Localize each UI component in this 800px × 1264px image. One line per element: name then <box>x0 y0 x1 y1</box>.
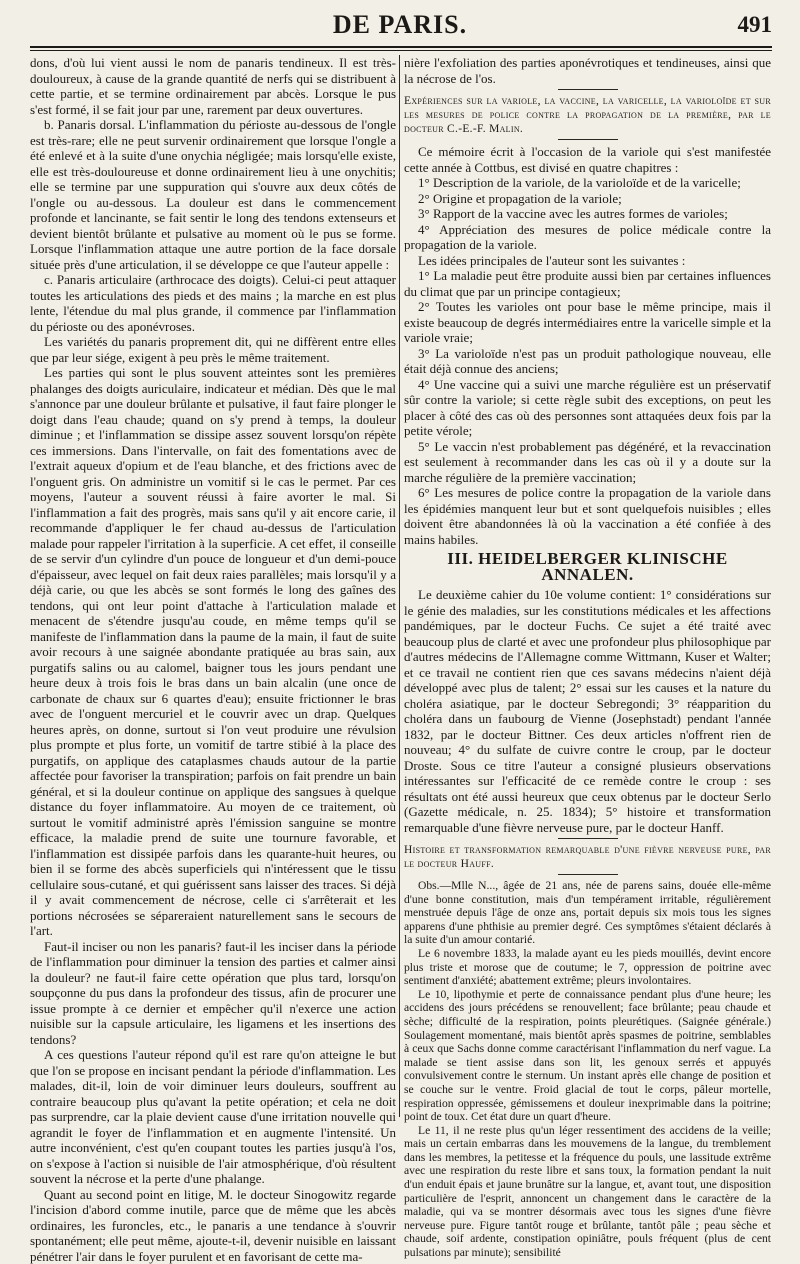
right-column <box>404 55 771 1117</box>
paragraph: Le 11, il ne reste plus qu'un léger ressentiment des accidens de la veille; mais un certain embarras dans les mouvemens de la langue, du tremblement dans les membres, la petitesse et la fréquence du pouls, une lassitude extrême avec une respiration du reste libre et sans toux, la formation pendant la nuit d'un enduit épais et jaune brunâtre sur la langue, et, avant tout, une disposition particulière de l'esprit, annoncent un changement dans le caractère de la maladie, qui va se montrer désormais avec tous les signes d'une fièvre nerveuse pure. Figure tantôt rouge et brûlante, tantôt pâle ; peau sèche et chaude, soif ardente, constipation opiniâtre, pouls fréquent (plus de cent pulsations par minute); sensibilité <box>404 1124 771 1260</box>
paragraph: Quant au second point en litige, M. le docteur Sinogowitz regarde l'incision d'abord comme inutile, parce que de même que les abcès ordinaires, les furoncles, etc., le panaris a une tendance à s'ouvrir spontanément; elle peut même, ajoute-t-il, devenir nuisible en laissant pénétrer l'air dans le foyer purulent et en favorisant de cette ma- <box>30 1187 396 1264</box>
list-item: 1° La maladie peut être produite aussi bien par certaines influences du climat que par un principe contagieux; <box>404 268 771 299</box>
list-item: 3° La varioloïde n'est pas un produit pathologique nouveau, elle était déjà connue des anciens; <box>404 346 771 377</box>
section-rule <box>558 89 618 90</box>
list-item: 2° Toutes les varioles ont pour base le même principe, mais il existe beaucoup de degrés intermédiaires entre la varicelle simple et la variole vraie; <box>404 299 771 346</box>
header-rule-thick <box>30 46 772 48</box>
header-rule-thin <box>30 50 772 51</box>
paragraph: dons, d'où lui vient aussi le nom de panaris tendineux. Il est très-douloureux, à cause de la grande quantité de nerfs qui se distribuent à cette partie, et se termine ordinairement par abcès. Lorsque le pus s'est formé, il se fait jour par une, rarement par deux ouvertures. <box>30 55 396 117</box>
list-item: 4° Une vaccine qui a suivi une marche régulière est un préservatif sûr contre la variole; si cette règle subit des exceptions, on peut les placer à côté des cas où des personnes sont attaquées deux fois par la petite vérole; <box>404 377 771 439</box>
list-item: 4° Appréciation des mesures de police médicale contre la propagation de la variole. <box>404 222 771 253</box>
paragraph: b. Panaris dorsal. L'inflammation du périoste au-dessous de l'ongle est très-rare; elle ne peut survenir ordinairement que lorsque l'ongle a été enlevé et à la suite d'une onychia négligée; mais lorsqu'elle existe, elle est très-douloureuse et donne ordinairement lieu à une onychitis; elle se termine par une suppuration qui s'ouvre aux deux côtés de l'ongle ou au-dessous. La douleur est dans le commencement profonde et lancinante, se fait sentir le long des tendons extenseurs et devient bientôt brûlante et pulsative au moment où le pus se forme. Lorsque l'inflammation attaque une autre portion de la face dorsale située près d'une articulation, il se développe ce que l'auteur appelle : <box>30 117 396 272</box>
paragraph: Les variétés du panaris proprement dit, qui ne diffèrent entre elles que par leur siége, exigent à peu près le même traitement. <box>30 334 396 365</box>
paragraph: c. Panaris articulaire (arthrocace des doigts). Celui-ci peut attaquer toutes les articulations des pieds et des mains ; la marche en est plus lente, l'étendue du mal plus grande, il commence par l'inflammation du périoste ou des aponévroses. <box>30 272 396 334</box>
list-item: 5° Le vaccin n'est probablement pas dégénéré, et la revaccination est seulement à recommander dans les cas où il y a doute sur la marche régulière de la première vaccination; <box>404 439 771 486</box>
paragraph: Les idées principales de l'auteur sont les suivantes : <box>404 253 771 269</box>
list-item: 3° Rapport de la vaccine avec les autres formes de varioles; <box>404 206 771 222</box>
paragraph: Le 6 novembre 1833, la malade ayant eu les pieds mouillés, devint encore plus triste et morose que de coutume; le 7, oppression de poitrine avec sentiment d'anxiété; abattement extrême; pleurs involontaires. <box>404 947 771 988</box>
section-title: III. HEIDELBERGER KLINISCHE ANNALEN. <box>404 551 771 582</box>
paragraph: Faut-il inciser ou non les panaris? faut-il les inciser dans la période de l'inflammation pour diminuer la tension des parties et calmer ainsi la douleur? ne faut-il faire cette opération que plus tard, lorsqu'on soupçonne du pus dans la profondeur des tissus, afin de procurer une issue prompte à ce dernier et empêcher qu'il n'exerce une action nuisible sur la capsule articulaire, les ligamens et les insertions des tendons? <box>30 939 396 1048</box>
paragraph: nière l'exfoliation des parties aponévrotiques et tendineuses, ainsi que la nécrose de l'os. <box>404 55 771 86</box>
paragraph: Le 10, lipothymie et perte de connaissance pendant plus d'une heure; les accidens des jours précédens se renouvellent; face brûlante; peau chaude et sèche; difficulté de la respiration, points pleurétiques. (Saignée générale.) Soulagement momentané, mais bientôt après spasmes de poitrine, semblables à ceux que Sachs donne comme caractérisant l'inflammation du nerf vague. La malade se tient assise dans son lit, les genoux serrés et appuyés convulsivement contre le sternum. Un instant après elle change de position et se couche sur le ventre. Froid glacial de tout le corps, pâleur mortelle, respiration oppressée, gémissemens et douleur inexprimable dans la poitrine; point de toux. Cet état dure un quart d'heure. <box>404 988 771 1124</box>
page-number: 491 <box>738 12 773 38</box>
paragraph: Obs.—Mlle N..., âgée de 21 ans, née de parens sains, douée elle-même d'une bonne constitution, mais d'un tempérament irritable, régulièrement menstruée depuis l'âge de onze ans, portait depuis six mois tous les signes apparens d'une phthisie au premier degré. Ces symptômes s'étaient déclarés à la suite d'un amour contarié. <box>404 879 771 947</box>
section-heading: Expériences sur la variole, la vaccine, la varicelle, la varioloïde et sur les mesures de police contre la propagation de la première, par le docteur C.-E.-F. Malin. <box>404 94 771 136</box>
section-rule <box>558 139 618 140</box>
list-item: 2° Origine et propagation de la variole; <box>404 191 771 207</box>
page-header-title: DE PARIS. <box>0 10 800 40</box>
section-rule <box>558 874 618 875</box>
paragraph: Le deuxième cahier du 10e volume contient: 1° considérations sur le génie des maladies, sur les constitutions médicales et les affections pandémiques, par le docteur Fuchs. Ce sujet a été traité avec beaucoup plus de clarté et avec une profondeur plus philosophique par d'autres médecins de l'Allemagne comme Wittmann, Kuser et Walter; et ce travail ne contient rien que ces savans médecins n'aient déjà développé avec plus de talent; 2° essai sur les causes et la nature du choléra asiatique, par le docteur Sebregondi; 3° réapparition du choléra dans un faubourg de Vienne (Josephstadt) pendant l'année 1832, par le docteur Bittner. Ces deux articles n'offrent rien de nouveau; 4° du sulfate de cuivre contre le croup, par le docteur Droste. Sous ce titre l'auteur a consigné plusieurs observations intéressantes sur l'efficacité de ce remède contre le croup : ses résultats ont été aussi heureux que ceux obtenus par le docteur Serlo (Gazette médicale, n. 25. 1834); 5° histoire et transformation remarquable d'une fièvre nerveuse pure, par le docteur Hanff. <box>404 587 771 835</box>
left-column <box>30 55 396 1117</box>
running-header <box>0 0 800 52</box>
section-heading: Histoire et transformation remarquable d'une fièvre nerveuse pure, par le docteur Hauff. <box>404 843 771 871</box>
paragraph: A ces questions l'auteur répond qu'il est rare qu'on atteigne le but que l'on se propose en incisant pendant la période d'inflammation. Les malades, dit-il, loin de voir diminuer leurs douleurs, souffrent au contraire beaucoup plus qu'avant la petite opération; et cela ne doit pas surprendre, car la plaie devient cause d'une irritation nouvelle qui agrandit le foyer de l'inflammation et en augmente l'intensité. Un autre inconvénient, c'est qu'en coupant toutes les parties jusqu'à l'os, on s'expose à l'action si nuisible de l'air atmosphérique, d'où résultent souvent la nécrose et la perte d'une phalange. <box>30 1047 396 1187</box>
paragraph: Ce mémoire écrit à l'occasion de la variole qui s'est manifestée cette année à Cottbus, est divisé en quatre chapitres : <box>404 144 771 175</box>
section-rule <box>558 838 618 839</box>
paragraph: Les parties qui sont le plus souvent atteintes sont les premières phalanges des doigts auriculaire, indicateur et médian. Dès que le mal s'annonce par une douleur brûlante et pulsative, il faut faire plonger le doigt dans l'eau chaude; quand on s'y prend à temps, la douleur diminue ; et l'inflammation se dissipe assez souvent lorsqu'on répète ces immersions. Dans l'intervalle, on fait des fomentations avec de l'extrait aqueux d'opium et de l'eau blanche, et des frictions avec de l'onguent gris. On administre un vomitif si le cas le permet. Par ces moyens, l'auteur a souvent réussi à faire avorter le mal. Si l'inflammation a fait des progrès, mais sans qu'il y ait encore carie, il recommande d'appliquer le fer chaud au-dessus de l'articulation malade pour rappeler l'irritation à la superficie. A cet effet, il conseille de se servir d'un cylindre d'un pouce de longueur et d'un demi-pouce d'épaisseur, avec lequel on fait deux raies parallèles; mais lorsqu'il y a déjà carie, ou que les abcès se sont formés le long des gaînes des tendons, qui ont leur point d'attache à l'articulation malade et menacent de s'étendre jusqu'au coude, en même temps qu'il se manifeste de l'inflammation dans la paume de la main, il faut de suite avoir recours à une saignée abondante pratiquée au bras sain, aux purgatifs salins ou au calomel, baigner tous les jours pendant une heure deux à trois fois le bras dans un bain alcalin (une once de carbonate de chaux sur 6 quartes d'eau); ensuite frictionner le bras avec de l'onguent mercuriel et le couvrir avec un drap. Quelques heures après, on donne, surtout si l'on veut produire une révulsion plus prompte et plus forte, un vomitif de tartre stibié à la place des purgatifs, on applique des cataplasmes chauds autour de la partie affectée pour favoriser la transpiration; parfois on fait prendre un bain général, et si la douleur continue on applique des sangsues à quelque distance du foyer inflammatoire. Au moyen de ce traitement, où surtout le vomitif administré après l'émission sanguine se montre efficace, la maladie prend de suite une tournure favorable, et l'inflammation est dissipée parfois dans les quarante-huit heures, ou bien il se forme des abcès superficiels qui n'intéressent que le tissu cellulaire sous-cutané, et qui guérissent sans laisser des traces. Si déjà il y avait commencement de nécrose, celle ci s'arrêterait et les portions nécrosées se sépareraient naturellement sans le secours de l'art. <box>30 365 396 939</box>
list-item: 6° Les mesures de police contre la propagation de la variole dans les épidémies manquent leur but et sont quelquefois nuisibles ; elles doivent être abandonnées là où la vaccination a été confiée à des mains habiles. <box>404 485 771 547</box>
list-item: 1° Description de la variole, de la varioloïde et de la varicelle; <box>404 175 771 191</box>
column-divider <box>399 55 400 1117</box>
